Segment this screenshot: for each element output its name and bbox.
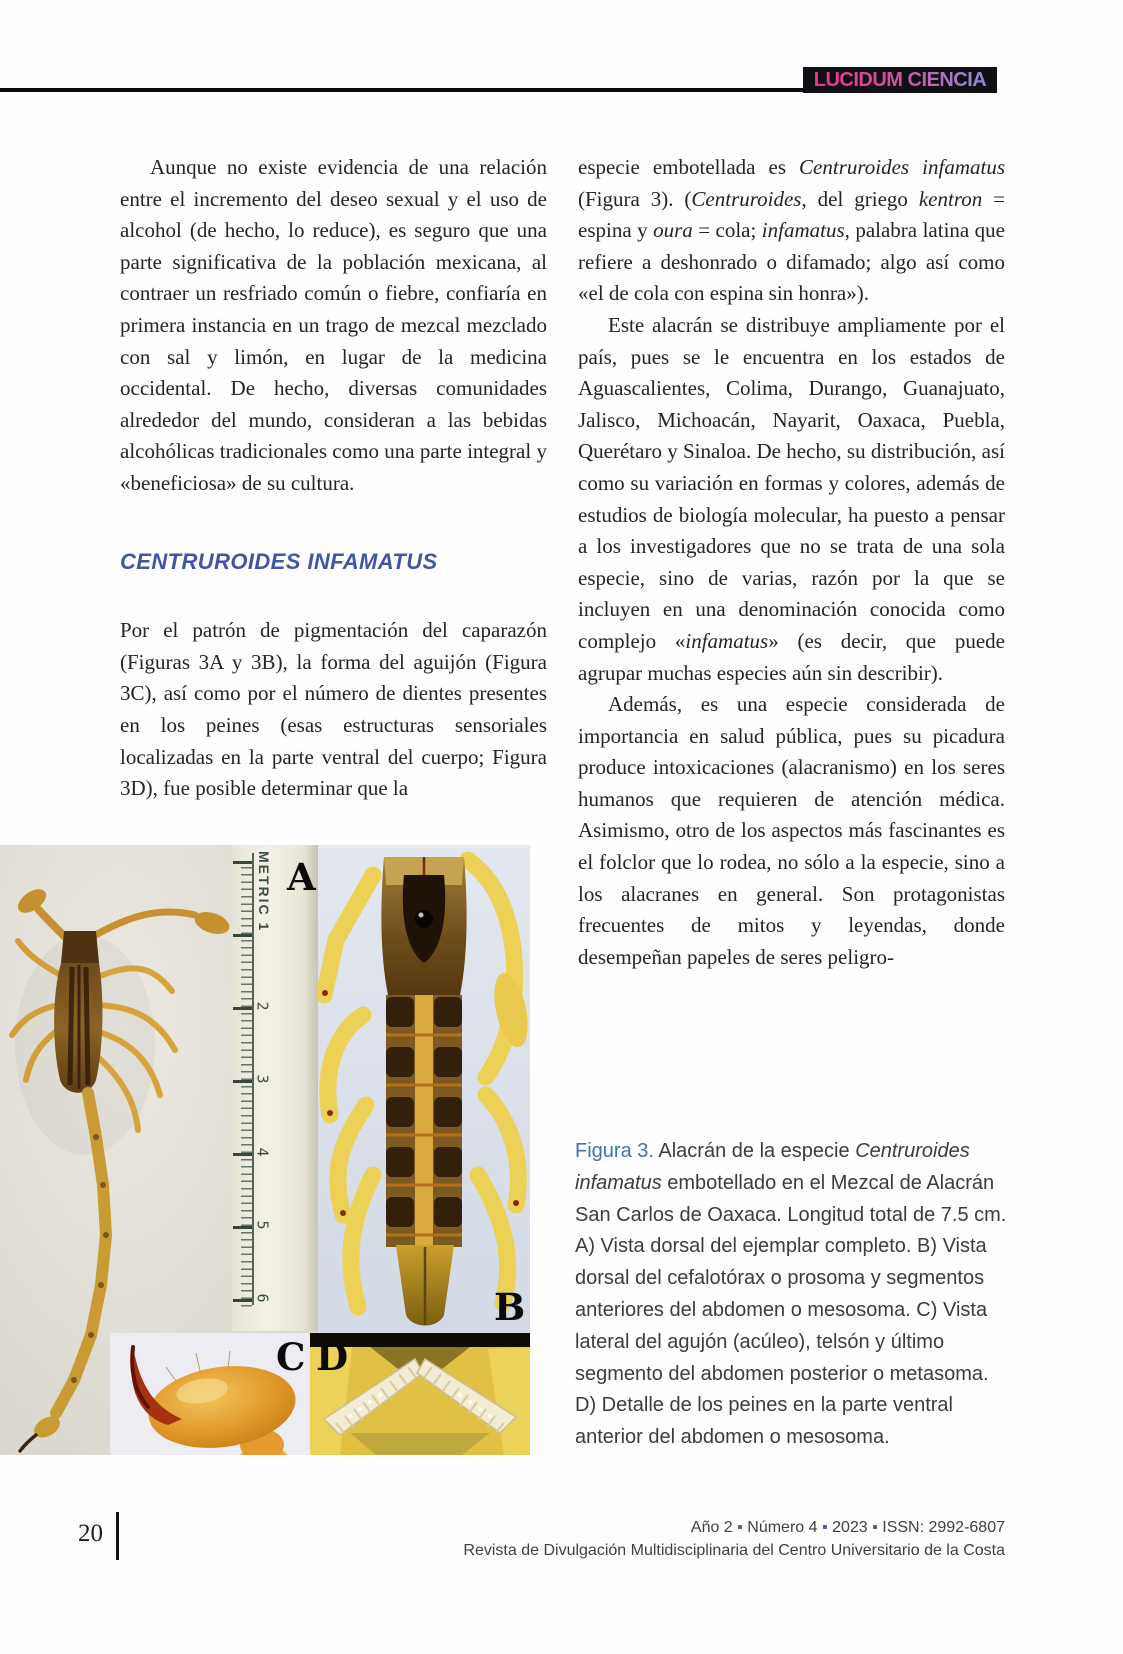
footer-info: [463, 1516, 1005, 1562]
section-heading: CENTRUROIDES INFAMATUS: [120, 548, 438, 574]
ruler-mark-5: 5: [253, 1220, 272, 1230]
journal-issue-line: Año 2 ▪ Número 4 ▪ 2023 ▪ ISSN: 2992-6807: [690, 1519, 1005, 1536]
brand-badge: [803, 67, 997, 93]
ruler-cm-tick: [233, 1299, 252, 1302]
header-rule: [0, 88, 806, 92]
ruler-minor-ticks: [241, 861, 252, 1307]
right-column: [578, 152, 1005, 973]
paragraph-species: especie embotellada es Centruroides infamatus (Figura 3). (Centruroides, del griego kentron = espina y oura = cola; infamatus, palabra latina que refiere a deshonrado o difamado; algo así como «el de cola con espina sin honra»).: [578, 155, 1005, 306]
ruler-mark-3: 3: [253, 1074, 272, 1084]
paragraph-distribution: Este alacrán se distribuye ampliamente por el país, pues se le encuentra en los estados de Aguascalientes, Colima, Durango, Guanajuato, Jalisco, Michoacán, Nayarit, Oaxaca, Puebla, Querétaro y Sinaloa. De hecho, su distribución, así como su variación en formas y colores, además de estudios de biología molecular, ha puesto a pensar a los investigadores que no se trata de una sola especie, sino de varias, razón por la que se incluyen en una denominación conocida como complejo «infamatus» (es decir, que puede agrupar muchas especies aún sin describir).: [578, 312, 1005, 685]
ruler-mark-6: 6: [253, 1293, 272, 1303]
left-column: [120, 152, 547, 805]
ruler-title: METRIC 1: [256, 851, 272, 933]
panel-label-d: D: [316, 1335, 349, 1379]
paragraph-health: Además, es una especie considerada de importancia en salud pública, pues su picadura produce intoxicaciones (alacranismo) en los seres humanos que requieren de atención médica. Asimismo, otro de los aspectos más fascinantes es el folclor que lo rodea, no sólo a la especie, sino a los alacranes en general. Son protagonistas frecuentes de mitos y leyendas, donde desempeñan papeles de seres peligro-: [578, 692, 1005, 969]
ruler-cm-tick: [233, 1153, 252, 1156]
brand-logo-text: LUCIDUM CIENCIA: [813, 68, 987, 91]
scorpion-prosoma-photo: [318, 845, 530, 1333]
figure-panel-b: [318, 845, 530, 1333]
panel-label-c: C: [276, 1335, 306, 1379]
ruler-cm-tick: [233, 1080, 252, 1083]
figure-caption: Figura 3. Alacrán de la especie Centruroides infamatus embotellado en el Mezcal de Alacrán San Carlos de Oaxaca. Longitud total de 7.5 cm. A) Vista dorsal del ejemplar completo. B) Vista dorsal del cefalotórax o prosoma y segmentos anteriores del abdomen o mesosoma. C) Vista lateral del agujón (acúleo), telsón y último segmento del abdomen posterior o metasoma. D) Detalle de los peines en la parte ventral anterior del abdomen o mesosoma.: [575, 1140, 1007, 1449]
ruler-cm-tick: [233, 861, 252, 864]
ruler-cm-tick: [233, 1007, 252, 1010]
ruler-cm-tick: [233, 1226, 252, 1229]
figure-3: [0, 845, 530, 1455]
ruler-cm-tick: [233, 934, 252, 937]
ruler-mark-4: 4: [253, 1147, 272, 1157]
ruler-mark-2: 2: [253, 1001, 272, 1011]
page-number: 20: [78, 1520, 103, 1547]
paragraph-intro: Aunque no existe evidencia de una relación entre el incremento del deseo sexual y el uso de alcohol (de hecho, lo reduce), es seguro que una parte significativa de la población mexicana, al contraer un resfriado común o fiebre, confiaría en primera instancia en un trago de mezcal mezclado con sal y limón, en lugar de la medicina occidental. De hecho, diversas comunidades alrededor del mundo, consideran a las bebidas alcohólicas tradicionales como una parte integral y «beneficiosa» de su cultura.: [120, 155, 547, 495]
paragraph-identification: Por el patrón de pigmentación del caparazón (Figuras 3A y 3B), la forma del aguijón (Figura 3C), así como por el número de dientes presentes en los peines (esas estructuras sensoriales localizadas en la parte ventral del cuerpo; Figura 3D), fue posible determinar que la: [120, 618, 547, 801]
panel-label-b: B: [494, 1285, 526, 1329]
journal-name: Revista de Divulgación Multidisciplinaria del Centro Universitario de la Costa: [463, 1542, 1005, 1559]
footer-divider: [116, 1512, 119, 1560]
panel-label-a: A: [287, 855, 316, 899]
metric-ruler: [232, 845, 318, 1331]
